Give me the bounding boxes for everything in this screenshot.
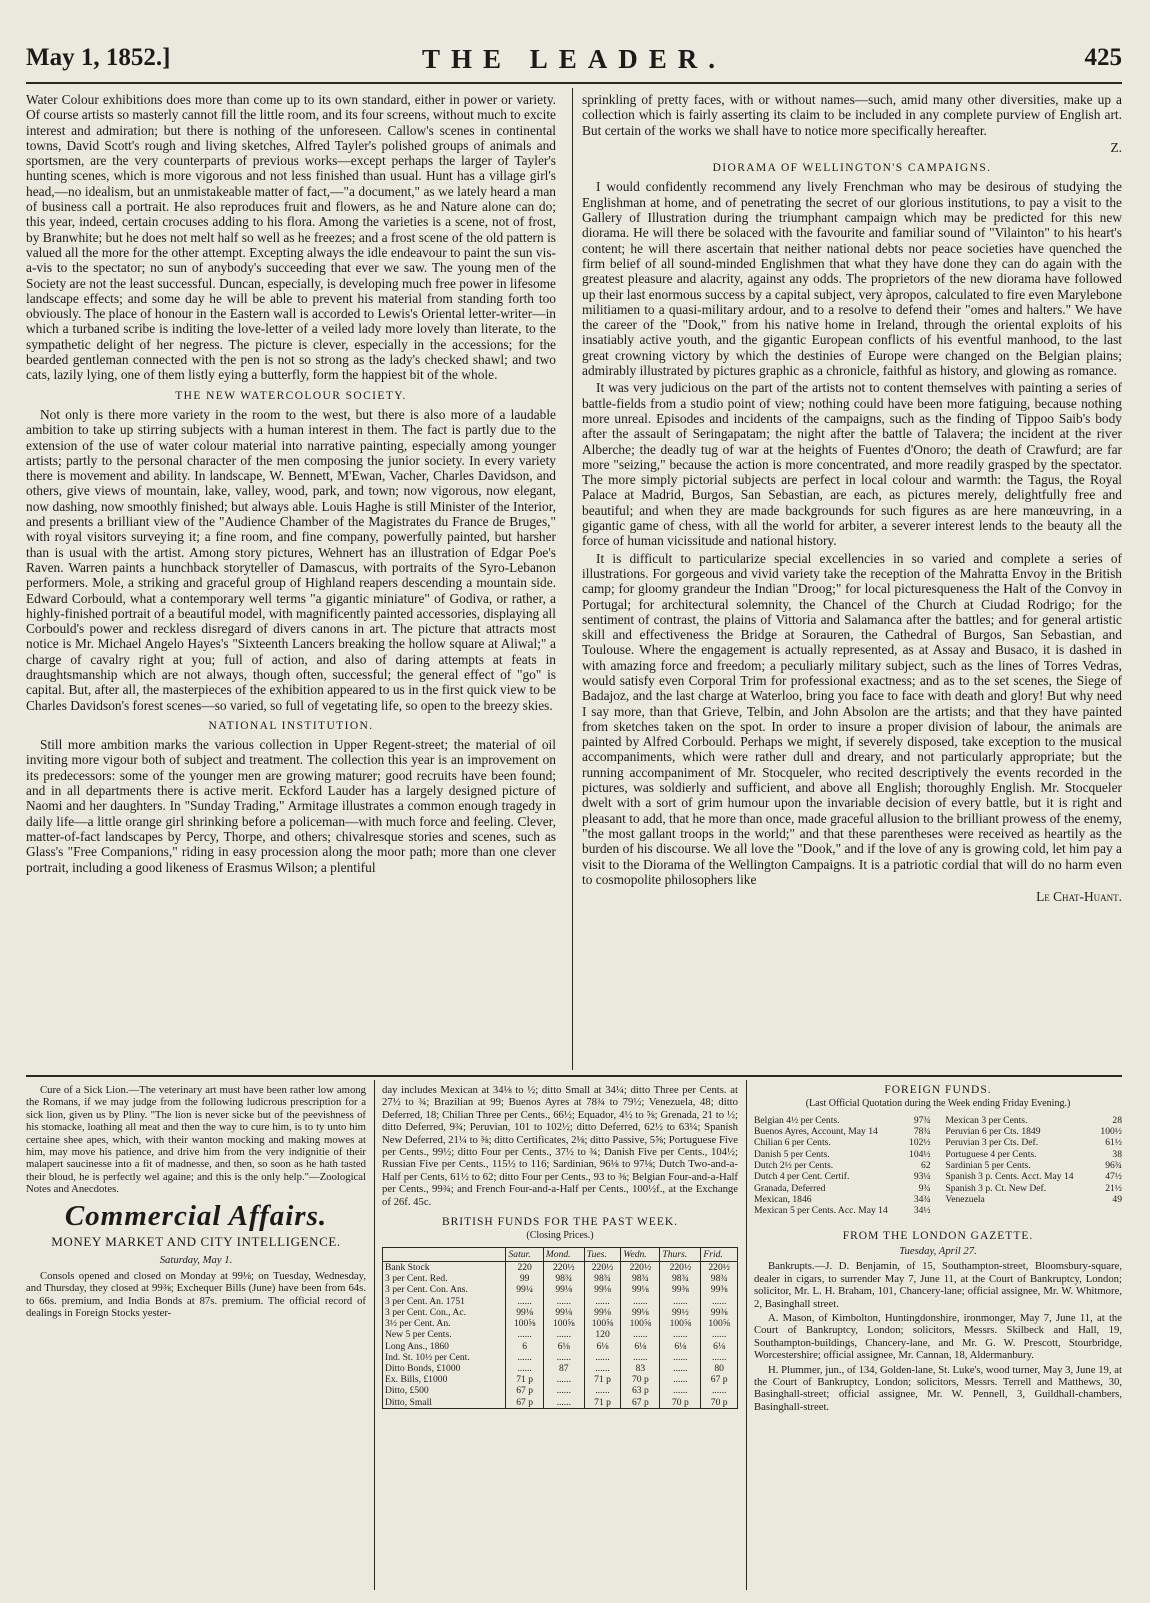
price-cell: 67 p (506, 1397, 543, 1409)
price-cell: 100⅝ (543, 1318, 584, 1329)
price-cell: 99⅜ (660, 1284, 701, 1295)
gazette-paragraph: A. Mason, of Kimbolton, Huntingdonshire, ironmonger, May 7, June 11, at the Court of Bankruptcy, London; solicitors, Messrs. Skilbeck and Hall, 19, Southampton-buildings, Chancery-lane, and Mr. G. W. Prescott, Stourbridge, Worcestershire; official assignee, Mr. Cannan, 18, Aldermanbury. (754, 1311, 1122, 1362)
column-right (582, 92, 1122, 1070)
price-cell: 6⅛ (543, 1341, 584, 1352)
fund-price: 93¼ (913, 1171, 931, 1183)
price-cell: 99¼ (506, 1284, 543, 1295)
price-cell: ...... (506, 1363, 543, 1374)
stock-name-cell: Ditto Bonds, £1000 (383, 1363, 506, 1374)
fund-price: 47½ (1105, 1171, 1122, 1183)
table-header: Mond. (543, 1247, 584, 1261)
table-row (383, 1363, 738, 1374)
price-cell: 87 (543, 1363, 584, 1374)
price-cell: ...... (701, 1352, 738, 1363)
fund-row (945, 1171, 1122, 1182)
price-cell: ...... (584, 1385, 621, 1396)
price-cell: 99⅜ (701, 1307, 738, 1318)
fund-name: Mexican, 1846 (754, 1193, 812, 1205)
fund-price: 102½ (909, 1137, 931, 1149)
table-header: Frid. (701, 1247, 738, 1261)
price-cell: 99½ (660, 1307, 701, 1318)
table-row (383, 1284, 738, 1295)
price-cell: 6⅛ (701, 1341, 738, 1352)
foreign-funds-right (945, 1115, 1122, 1217)
report-date: Saturday, May 1. (159, 1254, 233, 1267)
table-header: Wedn. (621, 1247, 660, 1261)
price-cell: 83 (621, 1363, 660, 1374)
fund-name: Mexican 5 per Cents. Acc. May 14 (754, 1205, 888, 1217)
price-cell: 71 p (584, 1374, 621, 1385)
fund-row (945, 1194, 1122, 1205)
price-cell: 98¾ (660, 1273, 701, 1284)
table-header: Satur. (506, 1247, 543, 1261)
fund-row (754, 1149, 931, 1160)
price-cell: 100⅝ (660, 1318, 701, 1329)
column-divider (572, 88, 573, 1070)
masthead-rule (26, 82, 1122, 84)
price-cell: 99⅛ (584, 1284, 621, 1295)
british-funds-table (382, 1247, 738, 1409)
article-paragraph: Still more ambition marks the various collection in Upper Regent-street; the material of oil inviting more vigour both of subject and treatment. The collection this year is an improvement on its predecessors: some of the younger men are growing maturer; good recruits have been found; and in all departments there is active merit. Eckford Lauder has a largely designed picture of Naomi and her daughters. In "Sunday Trading," Armitage illustrates a common enough tragedy in daily life—a little orange girl shrinking before a policeman—with much force and feeling. Clever, matter-of-fact landscapes by Percy, Thorpe, and others; chivalresque stories and scenes, such as Glass's "Free Companions," riding in easy procession along the moor path; more than one clever portrait, including a good likeness of Erasmus Wilson; a plentiful (26, 737, 556, 875)
price-cell: 220½ (660, 1262, 701, 1274)
table-header: Tues. (584, 1247, 621, 1261)
price-cell: 99 (506, 1273, 543, 1284)
fund-price: 104½ (909, 1148, 931, 1160)
anecdote-paragraph: Cure of a Sick Lion.—The veterinary art must have been rather low among the Romans, if we may judge from the following ludicrous prescription for a sick lion, given us by Pliny. "The lion is never sicke but of the peevishness of his stomacke, loathing all meat and then the way to cure him, is to ty unto him certaine shee apes, which, with their wanton mocking and making mowes at him, may move his patience, and drive him from the very indignitie of their malapert saucinesse into a fit of madnesse, and then, so soon as he hath tasted their bloud, he is perfectly wel againe; and this is the only help."—Zoological Notes and Anecdotes. (26, 1084, 366, 1196)
fund-row (754, 1160, 931, 1171)
newspaper-title: THE LEADER. (421, 44, 727, 74)
price-cell: 99⅛ (621, 1284, 660, 1295)
foreign-funds-title: FOREIGN FUNDS. (884, 1084, 992, 1096)
table-row (383, 1307, 738, 1318)
gazette-paragraph: H. Plummer, jun., of 134, Golden-lane, St. Luke's, wood turner, May 3, June 19, at the Court of Bankruptcy, London; solicitors, Messrs. Terrell and Matthews, 30, Basinghall-street; official assignee, Mr. W. Pennell, 3, Guildhall-chambers, Basinghall-street. (754, 1363, 1122, 1413)
stock-name-cell: 3 per Cent. Con. Ans. (383, 1284, 506, 1295)
price-cell: 100⅝ (621, 1318, 660, 1329)
table-row (383, 1262, 738, 1274)
price-cell: 220½ (584, 1262, 621, 1274)
column-left (26, 92, 556, 1070)
stock-name-cell: Ex. Bills, £1000 (383, 1374, 506, 1385)
lower-column-3 (754, 1084, 1122, 1596)
price-cell: ...... (543, 1296, 584, 1307)
fund-name: Peruvian 6 per Cts. 1849 (945, 1126, 1041, 1138)
price-cell: ...... (621, 1296, 660, 1307)
price-cell: 220½ (701, 1262, 738, 1274)
price-cell: 6⅛ (621, 1341, 660, 1352)
fund-name: Spanish 3 p. Cents. Acct. May 14 (945, 1171, 1074, 1183)
price-cell: ...... (543, 1385, 584, 1396)
stock-name-cell: Long Ans., 1860 (383, 1341, 506, 1352)
stock-name-cell: New 5 per Cents. (383, 1329, 506, 1340)
fund-price: 62 (921, 1160, 931, 1171)
stock-name-cell: Ind. St. 10½ per Cent. (383, 1352, 506, 1363)
section-heading: NATIONAL INSTITUTION. (208, 719, 374, 732)
price-cell: ...... (660, 1296, 701, 1307)
price-cell: ...... (660, 1374, 701, 1385)
price-cell: ...... (660, 1329, 701, 1340)
section-heading: THE NEW WATERCOLOUR SOCIETY. (175, 389, 407, 402)
fund-price: 78¾ (913, 1126, 931, 1138)
article-paragraph: Not only is there more variety in the room to the west, but there is also more of a laudable ambition to take up stirring subjects with a human interest in them. The fact is partly due to the extension of the use of water colour material into narrative painting, especially among younger artists; partly to the personal character of the men composing the junior society. In every variety there is movement and ability. In landscape, W. Bennett, M'Ewan, Vacher, Charles Davidson, and others, give views of mountain, lake, valley, wood, park, and town; now vigorous, now elegant, now dashing, now smoothly finished; but always able. Louis Haghe is still Minister of the Interior, and presents a brilliant view of the "Audience Chamber of the Magistrates du France de Bruges," with royal visitors surveying it; a fine room, and fine company, powerfully painted, but harsher than is usual with the artist. Among story pictures, Wehnert has an illustration of Edgar Poe's Raven. Warren paints a hunchback storyteller of Damascus, with portraits of the Syro-Lebanon performers. Mole, a striking and graceful group of Highland reapers descending a mountain side. Edward Corbould, what a contemporary well terms "a gigantic miniature" of Godiva, or rather, a highly-finished portrait of a beautiful model, with magnificently painted accessories, displaying all Corbould's power and reckless disregard of divers canons in art. The picture that attracts most notice is Mr. Michael Angelo Hayes's "Sixteenth Lancers breaking the hollow square at Aliwal;" a charge of cavalry right at you; full of action, and also of daring attempts at feats in draughtsmanship which are not always, though often, successful; the general effect of "go" is capital. But, after all, the masterpieces of the exhibition appeared to us in the first quick view to be Charles Davidson's forest scenes—so varied, so full of vegetating life, so open to the breezy skies. (26, 406, 556, 713)
commercial-affairs-banner: Commercial Affairs. (64, 1199, 328, 1232)
price-cell: 99⅛ (584, 1307, 621, 1318)
table-subtitle: (Closing Prices.) (526, 1230, 594, 1242)
price-cell: 6⅛ (584, 1341, 621, 1352)
gazette-title: FROM THE LONDON GAZETTE. (842, 1230, 1034, 1243)
fund-name: Mexican 3 per Cents. (945, 1114, 1028, 1126)
stock-name-cell: 3 per Cent. An. 1751 (383, 1296, 506, 1307)
fund-row (945, 1149, 1122, 1160)
fund-row (754, 1115, 931, 1126)
fund-name: Belgian 4½ per Cents. (754, 1114, 840, 1126)
fund-row (754, 1171, 931, 1182)
price-cell: 71 p (584, 1397, 621, 1409)
price-cell: 99⅛ (543, 1307, 584, 1318)
fund-row (754, 1126, 931, 1137)
fund-name: Danish 5 per Cents. (754, 1148, 830, 1160)
fund-name: Spanish 3 p. Ct. New Def. (945, 1182, 1047, 1194)
fund-name: Buenos Ayres, Account, May 14 (754, 1126, 878, 1138)
price-cell: 67 p (506, 1385, 543, 1396)
price-cell: ...... (506, 1352, 543, 1363)
fund-row (754, 1194, 931, 1205)
table-row (383, 1296, 738, 1307)
price-cell: ...... (543, 1329, 584, 1340)
foreign-stocks-paragraph: day includes Mexican at 34⅛ to ½; ditto Small at 34¼; ditto Three per Cents. at 27½ to ¾; Brazilian at 99; Buenos Ayres at 78¾ to 79½; Venezuela, 48; ditto Deferred, 18; Chilian Three per Cents., 66½; Equador, 4½ to ⅝; Grenada, 21 to ½; ditto Deferred, 9¾; Peruvian, 101 to 102½; ditto Deferred, 62½ to 63¼; Spanish New Deferred, 21¼ to ⅜; ditto Certificates, 2⅛; ditto Passive, 5⅝; Portuguese Five per Cents., 99½; ditto Four per Cents., 37½ to ¾; Danish Five per Cents., 104½; Russian Five per Cents., 115½ to 116; Sardinian, 96⅛ to 97⅛; Dutch Two-and-a-Half per Cents, 61½ to 62; ditto Four per Cents., 93 to ⅜; Belgian Four-and-a-Half per Cents., 99¾; and French Four-and-a-Half per Cents., 100½f., at the Exchange of 26f. 45c. (382, 1084, 738, 1208)
article-paragraph: Water Colour exhibitions does more than come up to its own standard, either in power or variety. Of course artists so masterly cannot fill the little room, and its four screens, without much to excite interest and admiration; but there is nothing of the unforeseen. Callow's scenes in continental towns, David Scott's rough and living sketches, Alfred Tayler's polished groups of animals and sportsmen, are the very counterparts of previous works—except perhaps the larger of Tayler's hunting scenes, which is more vigorous and not less finished than usual. Hunt has a village girl's head,—no idealism, but an unmistakeable matter of fact,—"a document," as we lately heard a man of business call a portrait. He also reproduces fruit and flowers, as he and Nature alone can do; this year, indeed, certain crocuses adding to his flora. Among the varieties is a scene, not of frost, by Branwhite; but he does not melt half so well as he freezes; and a frost scene of the old pattern is valued all the more for the other attempt. Excepting always the idle endeavour to paint the sun vis-a-vis to the spectator; no sun of anybody's succeeding that ever we saw. The young men of the Society are not the least successful. Duncan, especially, is developing much free power in lifesome landscape effects; and some day he will be able to prevent his material from standing forth too obviously. The place of honour in the Eastern wall is accorded to Lewis's Oriental letter-writer—in which a turbaned scribe is inditing the love-letter of a veiled lady more lovely than literate, to the sympathetic delight of her negress. The picture is clever, especially in the accessions; for the bearded gentleman connected with the pen is not so strong as the lady's checked shawl; and two cats, lazily lying, one of them listly eying a butterfly, form the happiest bit of the whole. (26, 92, 556, 383)
fund-row (945, 1183, 1122, 1194)
gazette-date: Tuesday, April 27. (899, 1244, 977, 1257)
article-paragraph: It is difficult to particularize special excellencies in so varied and complete a series of illustrations. For gorgeous and vivid variety take the reception of the Mahratta Envoy in the British camp; for gloomy grandeur the Indian "Droog;" for local picturesqueness the Halt of the Convoy in Portugal; for architectural solemnity, the Chancel of the Church at Ciudad Rodrigo; for the sentiment of contrast, the plains of Vittoria and Salamanca after the battles; and for general artistic skill and effectiveness the Bridge at Sorauren, the Cathedral of Burgos, San Sebastian, and Toulouse. Where the engagement is actually represented, as at Assay and Busaco, it is dashed in with amazing force and freedom; a peculiarly military subject, such as the lines of Torres Vedras, would satisfy even Corporal Trim for professional exactness; and as to the set scenes, the Siege of Badajoz, and the last charge at Waterloo, bring you face to face with death and glory! But why need I say more, than that Grieve, Telbin, and John Absolon are the artists; and that they have painted from sketches taken on the spot. In order to insure a proper division of labour, the animals are painted by Alfred Corbould. Perhaps we might, if severely disposed, take exception to the musical accompaniments, which were rather dull and dreary, and not particularly appropriate; but the running accompaniment of Mr. Stocqueler, who recited descriptively the events recorded in the pictures, was soldierly and sufficient, and above all English; thoroughly English. Mr. Stocqueler dwelt with a sort of grim humour upon the invariable decision of every battle, but it is right and pleasant to add, that he more than once, made graceful allusion to the brilliant prowess of the enemy, "the most gallant troops in the world;" and that these parentheses were received as heartily as the burden of his discourse. We all love the "Dook," and if the love of any is growing cold, let him pay a visit to the Diorama of the Wellington Campaigns. It is a patriotic cordial that will do no harm even to cosmopolite philosophers like (582, 550, 1122, 887)
price-cell: 98¾ (543, 1273, 584, 1284)
price-cell: 100⅝ (506, 1318, 543, 1329)
section-heading: DIORAMA OF WELLINGTON'S CAMPAIGNS. (712, 162, 992, 175)
price-cell: ...... (701, 1296, 738, 1307)
price-cell: 100⅝ (701, 1318, 738, 1329)
fund-name: Chilian 6 per Cents. (754, 1137, 831, 1149)
fund-name: Dutch 4 per Cent. Certif. (754, 1171, 850, 1183)
price-cell: ...... (621, 1352, 660, 1363)
table-header: Thurs. (660, 1247, 701, 1261)
stock-name-cell: 3 per Cent. Red. (383, 1273, 506, 1284)
price-cell: 220 (506, 1262, 543, 1274)
stock-name-cell: 3½ per Cent. An. (383, 1318, 506, 1329)
price-cell: ...... (584, 1363, 621, 1374)
price-cell: 63 p (621, 1385, 660, 1396)
price-cell: 120 (584, 1329, 621, 1340)
price-cell: 6 (506, 1341, 543, 1352)
fund-row (754, 1183, 931, 1194)
table-row (383, 1273, 738, 1284)
price-cell: 220½ (543, 1262, 584, 1274)
fund-row (945, 1126, 1122, 1137)
money-paragraph: Consols opened and closed on Monday at 99⅛; on Tuesday, Wednesday, and Thursday, they closed at 99⅜; Exchequer Bills (June) have been from 64s. to 66s. premium, and India Bonds at 87s. premium. The official record of dealings in Foreign Stocks yester- (26, 1269, 366, 1320)
price-cell: 67 p (621, 1397, 660, 1409)
signature: Z. (1110, 139, 1122, 155)
table-row (383, 1385, 738, 1396)
fund-price: 34¾ (913, 1193, 931, 1205)
stock-name-cell: Bank Stock (383, 1262, 506, 1274)
fund-price: 38 (1112, 1148, 1122, 1160)
foreign-funds-left (754, 1115, 931, 1217)
table-row (383, 1341, 738, 1352)
price-cell: ...... (660, 1352, 701, 1363)
price-cell: 99⅜ (701, 1284, 738, 1295)
price-cell: ...... (543, 1374, 584, 1385)
fund-name: Sardinian 5 per Cents. (945, 1160, 1031, 1171)
fund-price: 97¾ (913, 1114, 931, 1126)
price-cell: 100⅝ (584, 1318, 621, 1329)
price-cell: ...... (621, 1329, 660, 1340)
signature: Le Chat-Huant. (1036, 889, 1122, 905)
fund-row (754, 1137, 931, 1148)
price-cell: ...... (506, 1329, 543, 1340)
section-heading: MONEY MARKET AND CITY INTELLIGENCE. (51, 1234, 341, 1250)
price-cell: ...... (701, 1329, 738, 1340)
fund-name: Portuguese 4 per Cents. (945, 1148, 1037, 1160)
table-row (383, 1374, 738, 1385)
table-title: BRITISH FUNDS FOR THE PAST WEEK. (441, 1216, 679, 1229)
stock-name-cell: Ditto, Small (383, 1397, 506, 1409)
price-cell: 99⅛ (543, 1284, 584, 1295)
price-cell: ...... (660, 1385, 701, 1396)
fund-price: 100½ (1100, 1126, 1122, 1138)
price-cell: 99⅛ (506, 1307, 543, 1318)
column-divider (746, 1080, 747, 1590)
price-cell: 80 (701, 1363, 738, 1374)
price-cell: 220½ (621, 1262, 660, 1274)
article-paragraph: It was very judicious on the part of the artists not to content themselves with painting a series of battle-fields from a studio point of view; nothing could have been more fatiguing, because nothing more unreal. Episodes and incidents of the campaigns, such as the finding of Tippoo Saib's body after the assault of Seringapatam; the night after the battle of Talavera; the incident at the river Alberche; the deadly tug of war at the heights of Fuentes d'Onoro; the death of Crawfurd; are far more "seizing," because the action is more concentrated, and more readily grasped by the spectator. The more simply pictorial subjects are perfect in local colour and warmth: the Tagus, the Royal Palace at Madrid, Burgos, San Sebastian, are each, as pictures merely, delightfully free and beautiful; and when they are made backgrounds for such figures as are here manœuvring, in a gigantic game of chess, with all the world for arbiter, a severer interest lends to the beauty all the force of human vicissitude and national history. (582, 380, 1122, 549)
table-header (383, 1247, 506, 1261)
fund-price: 49 (1112, 1193, 1122, 1205)
lower-column-1 (26, 1084, 366, 1596)
fund-price: 34½ (913, 1205, 931, 1217)
fund-price: 61½ (1105, 1137, 1122, 1149)
price-cell: ...... (506, 1296, 543, 1307)
masthead (26, 44, 1122, 78)
price-cell: ...... (584, 1296, 621, 1307)
stock-name-cell: 3 per Cent. Con., Ac. (383, 1307, 506, 1318)
section-rule (26, 1075, 1122, 1077)
price-cell: ...... (701, 1385, 738, 1396)
table-row (383, 1329, 738, 1340)
price-cell: 98¾ (701, 1273, 738, 1284)
fund-row (754, 1205, 931, 1216)
foreign-funds-subtitle: (Last Official Quotation during the Week ending Friday Evening.) (805, 1098, 1071, 1110)
fund-price: 96¾ (1105, 1160, 1122, 1171)
price-cell: ...... (543, 1352, 584, 1363)
table-row (383, 1352, 738, 1363)
fund-price: 28 (1112, 1114, 1122, 1126)
fund-name: Dutch 2½ per Cents. (754, 1160, 834, 1171)
issue-date: May 1, 1852.] (26, 44, 171, 71)
table-header-row (383, 1247, 738, 1261)
price-cell: ...... (543, 1397, 584, 1409)
fund-price: 21½ (1105, 1182, 1122, 1194)
fund-name: Venezuela (945, 1193, 985, 1205)
foreign-funds-list (754, 1115, 1122, 1217)
table-row (383, 1397, 738, 1409)
price-cell: 70 p (701, 1397, 738, 1409)
price-cell: 70 p (621, 1374, 660, 1385)
price-cell: 70 p (660, 1397, 701, 1409)
fund-row (945, 1115, 1122, 1126)
price-cell: ...... (584, 1352, 621, 1363)
price-cell: 98¾ (621, 1273, 660, 1284)
fund-price: 9¾ (918, 1182, 931, 1194)
price-cell: 98¾ (584, 1273, 621, 1284)
column-divider (374, 1080, 375, 1590)
page-number: 425 (1084, 44, 1122, 71)
price-cell: ...... (660, 1363, 701, 1374)
fund-name: Granada, Deferred (754, 1182, 826, 1194)
stock-name-cell: Ditto, £500 (383, 1385, 506, 1396)
table-row (383, 1318, 738, 1329)
price-cell: 71 p (506, 1374, 543, 1385)
gazette-paragraph: Bankrupts.—J. D. Benjamin, of 15, Southampton-street, Bloomsbury-square, dealer in cigars, to surrender May 7, June 11, at the Court of Bankruptcy, London; solicitor, Mr. L. H. Braham, 101, Chancery-lane; official assignee, Mr. W. Whitmore, 2, Basinghall street. (754, 1260, 1122, 1310)
price-cell: 6⅛ (660, 1341, 701, 1352)
fund-row (945, 1160, 1122, 1171)
article-paragraph: sprinkling of pretty faces, with or without names—such, amid many other diversities, make up a collection which is fairly asserting its claim to be included in any complete purview of English art. But certain of the works we shall have to notice more specifically hereafter. (582, 92, 1122, 138)
lower-column-2 (382, 1084, 738, 1596)
fund-row (945, 1137, 1122, 1148)
article-paragraph: I would confidently recommend any lively Frenchman who may be desirous of studying the Englishman at home, and of penetrating the secret of our glorious institutions, to pay a visit to the Gallery of Illustration during the triumphant campaign which may be predicted for this new diorama. He will there be solaced with the favourite and familiar sound of "Vilainton" to his heart's content; he will there ascertain that neither national debts nor peace societies have quenched the firm belief of all sound-minded Englishmen that what they have done they can do again with the greatest pleasure and alacrity, against any odds. The proprietors of the new diorama have followed up their last enormous success by a capital subject, very àpropos, calculated to fire even Marylebone militiamen to a quasi-military ardour, and to a resolve to defend their "omes and halters." We have the career of the "Dook," from his native home in Ireland, through the oriental exploits of his insatiably active youth, and the gigantic European conflicts of his eventful manhood, to the last great crowning victory by which the destinies of Europe were changed on the Belgian plains; admirably illustrated by pictures graphic as a chronicle, faithful as history, and glowing as romance. (582, 179, 1122, 379)
price-cell: 67 p (701, 1374, 738, 1385)
price-cell: 99⅛ (621, 1307, 660, 1318)
fund-name: Peruvian 3 per Cts. Def. (945, 1137, 1039, 1149)
